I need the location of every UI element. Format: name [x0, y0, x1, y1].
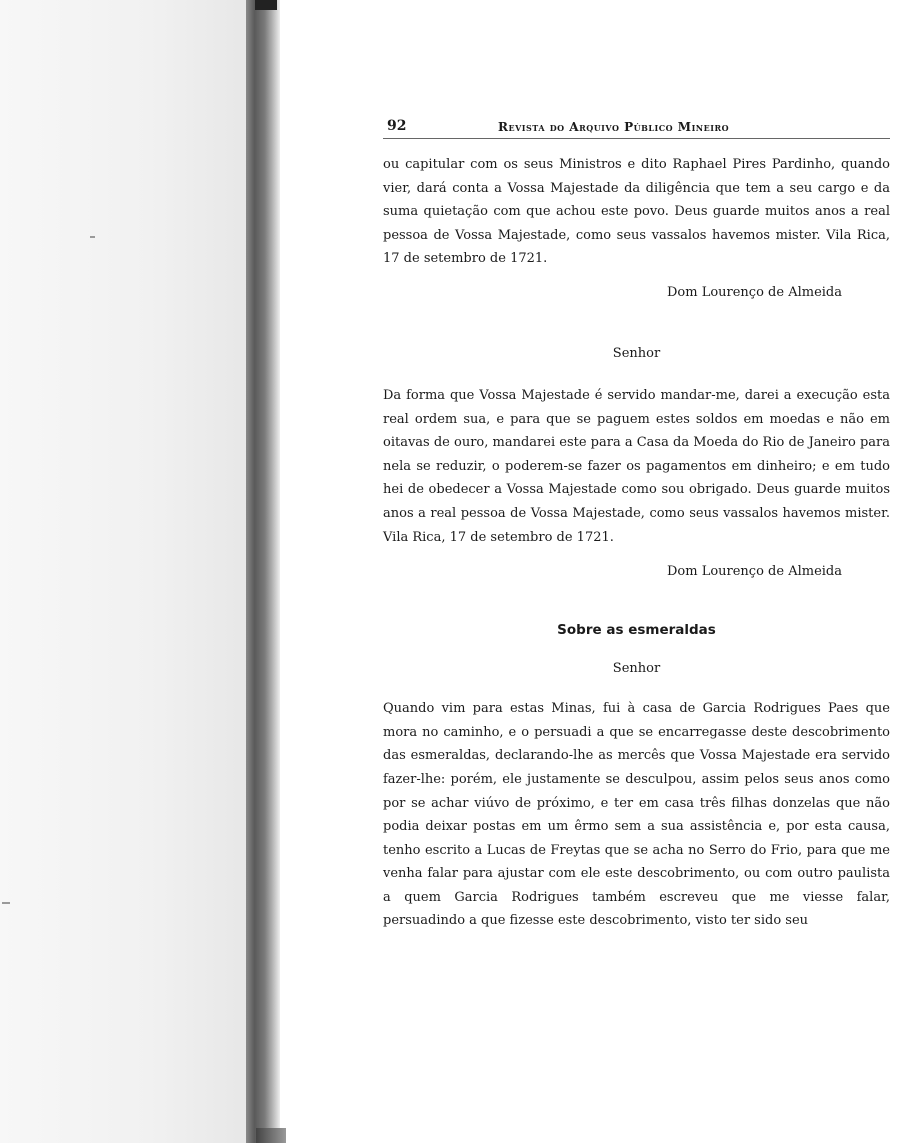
gutter-bottom-shadow [256, 1128, 286, 1143]
scan-margin [0, 0, 250, 1143]
section-heading: Sobre as esmeraldas [557, 622, 716, 639]
section-paragraph: Quando vim para estas Minas, fui à casa de Garcia Rodrigues Paes que mora no caminho, e o persuadi a que se encarregasse deste descobrimento das esmeraldas, declarando-lhe as mercês que Vossa Majestade era servido fazer-lhe: porém, ele justamente se desculpou, assim pelos seus anos como por se achar viúvo de próximo, e ter em casa três filhas donzelas que não podia deixar postas em um êrmo sem a sua assistência e, por esta causa, tenho escrito a Lucas de Freytas que se acha no Serro do Frio, para que me venha falar para ajustar com ele este descobrimento, ou com outro paulista a quem Garcia Rodrigues também escreveu que me viesse falar, persuadindo a que fizesse este descobrimento, visto ter sido seu [383, 701, 890, 929]
letter2-signature: Dom Lourenço de Almeida [666, 564, 842, 580]
document-page [383, 100, 890, 933]
gutter-top-shadow [255, 0, 277, 10]
scan-speck [2, 902, 10, 904]
running-header [383, 100, 890, 139]
letter2-salutation: Senhor [612, 345, 661, 361]
scan-speck [90, 236, 95, 238]
letter1-paragraph: ou capitular com os seus Ministros e dito Raphael Pires Pardinho, quando vier, dará conta a Vossa Majestade da diligência que tem a seu cargo e da suma quietação com que achou este povo. Deus guarde muitos anos a real pessoa de Vossa Majestade, como seus vassalos havemos mister. Vila Rica, 17 de setembro de 1721. [383, 157, 890, 267]
book-gutter-shadow [246, 0, 280, 1143]
letter2-paragraph: Da forma que Vossa Majestade é servido mandar-me, darei a execução esta real ordem sua, e para que se paguem estes soldos em moedas e não em oitavas de ouro, mandarei este para a Casa da Moeda do Rio de Janeiro para nela se reduzir, o poderem-se fazer os pagamentos em dinheiro; e em tudo hei de obedecer a Vossa Majestade como sou obrigado. Deus guarde muitos anos a real pessoa de Vossa Majestade, como seus vassalos havemos mister. Vila Rica, 17 de setembro de 1721. [383, 387, 890, 545]
section-salutation: Senhor [612, 661, 661, 677]
letter1-signature: Dom Lourenço de Almeida [666, 284, 842, 300]
running-title: Revista do Arquivo Público Mineiro [498, 120, 730, 134]
page-number: 92 [387, 118, 407, 134]
